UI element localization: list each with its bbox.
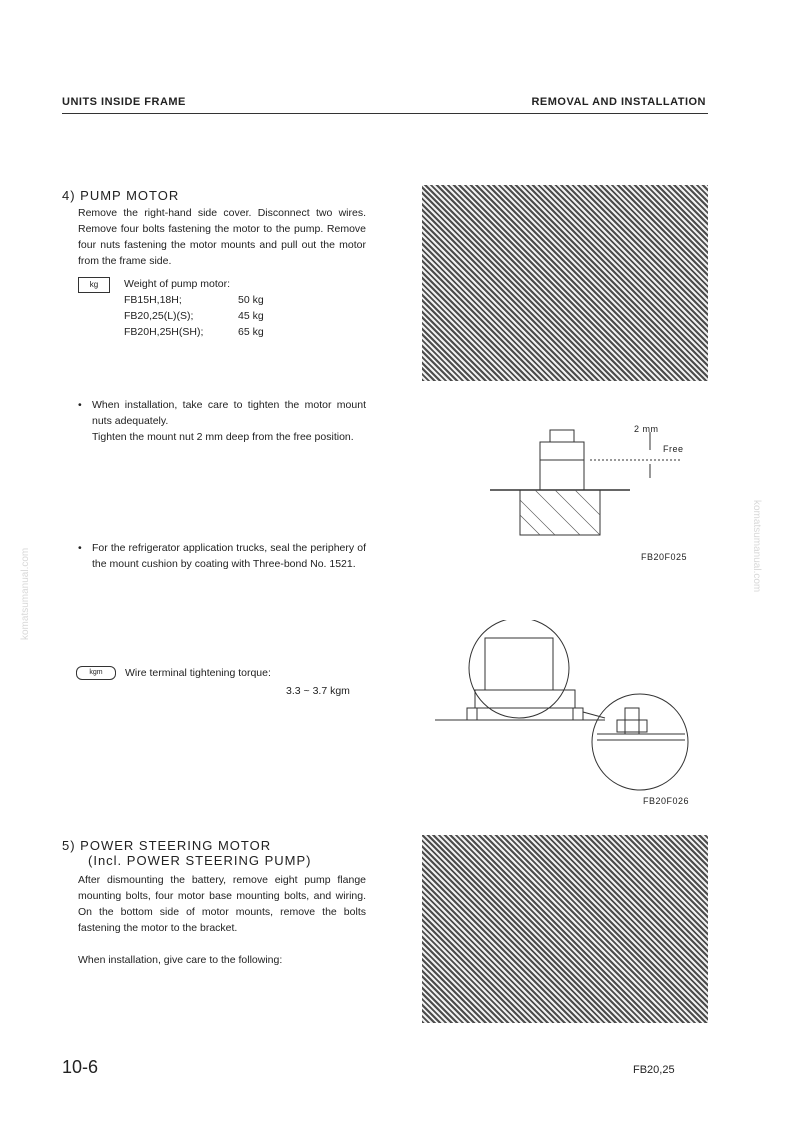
section5-body2: When installation, give care to the following: [78, 954, 283, 966]
weight-icon-label: kg [89, 280, 99, 289]
section5-title: 5) POWER STEERING MOTOR [62, 838, 272, 853]
torque-icon-label: kgm [89, 669, 103, 676]
weight-value-3: 65 kg [238, 326, 264, 338]
watermark-left: komatsumanual.com [20, 547, 31, 640]
motor-mount-diagram [435, 620, 705, 792]
watermark-right: komatsumanual.com [751, 500, 762, 593]
weight-heading: Weight of pump motor: [124, 278, 231, 290]
weight-value-2: 45 kg [238, 310, 264, 322]
header-rule [62, 113, 708, 114]
section4-body: Remove the right-hand side cover. Disconnect two wires. Remove four bolts fastening the motor to the pump. Remove four nuts fastening the motor mounts and pull out the motor from the frame side. [78, 207, 366, 267]
weight-icon [78, 277, 110, 293]
section5-body: After dismounting the battery, remove eight pump flange mounting bolts, four motor base mounting bolts, and wiring. On the bottom side of motor mounts, remove the bolts fastening the motor to the bracket. [78, 874, 366, 934]
weight-model-1: FB15H,18H; [124, 294, 182, 306]
footer-model: FB20,25 [633, 1064, 675, 1076]
fig1-code: FB20F025 [641, 552, 688, 562]
section4-title: 4) PUMP MOTOR [62, 188, 180, 203]
fig2-code: FB20F026 [643, 796, 690, 806]
header-left: UNITS INSIDE FRAME [62, 96, 186, 108]
fig1-dimension: 2 mm [634, 424, 659, 434]
weight-model-3: FB20H,25H(SH); [124, 326, 204, 338]
bullet-refrigerator: • For the refrigerator application trucks, seal the periphery of the mount cushion by coating with Three-bond No. 1521. [92, 540, 366, 572]
torque-value: 3.3 ~ 3.7 kgm [286, 685, 350, 697]
page-number: 10-6 [62, 1057, 99, 1077]
weight-model-2: FB20,25(L)(S); [124, 310, 194, 322]
section5-subtitle: (Incl. POWER STEERING PUMP) [88, 853, 312, 868]
fig1-free-label: Free [663, 444, 684, 454]
weight-value-1: 50 kg [238, 294, 264, 306]
pump-motor-photo [422, 185, 708, 381]
header-right: REMOVAL AND INSTALLATION [531, 96, 706, 108]
bullet-mount-nuts [92, 397, 366, 445]
bullet-mount-nuts-line2: Tighten the mount nut 2 mm deep from the free position. [92, 431, 354, 443]
power-steering-photo [422, 835, 708, 1023]
torque-label: Wire terminal tightening torque: [125, 667, 271, 679]
bullet-mount-nuts-line1: When installation, take care to tighten the motor mount nuts adequately. [92, 399, 366, 427]
torque-icon [76, 666, 116, 680]
mount-nut-diagram [490, 420, 710, 540]
